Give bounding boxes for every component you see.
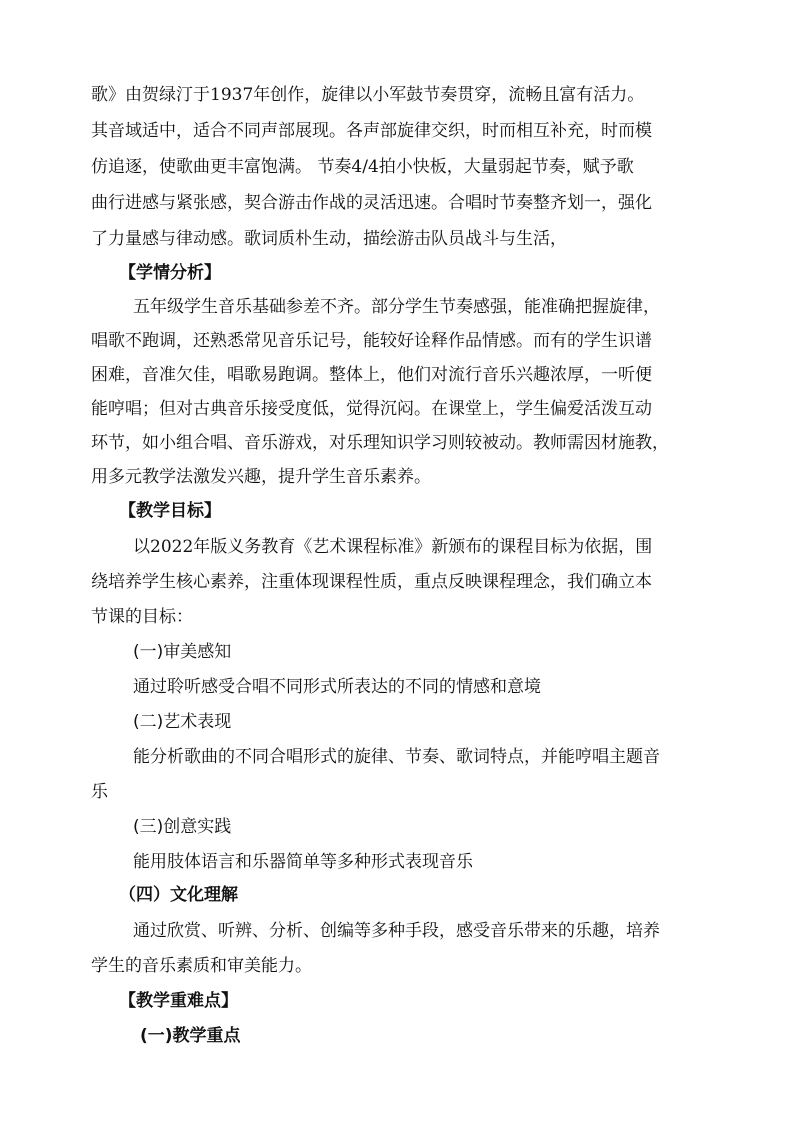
objective-culture-title: （四）文化理解 [119, 885, 238, 905]
objectives-line-2: 绕培养学生核心素养，注重体现课程性质，重点反映课程理念，我们确立本 [91, 572, 652, 592]
objective-expression-text-2: 乐 [91, 782, 108, 802]
learner-line-2: 唱歌不跑调，还熟悉常见音乐记号，能较好诠释作品情感。而有的学生识谱 [91, 331, 652, 351]
objective-aesthetic-text: 通过聆听感受合唱不同形式所表达的不同的情感和意境 [133, 677, 541, 697]
intro-line-1: 歌》由贺绿汀于1937年创作，旋律以小军鼓节奏贯穿，流畅且富有活力。 [91, 85, 645, 105]
objective-expression-title: (二)艺术表现 [133, 712, 232, 732]
objectives-heading: 【教学目标】 [119, 501, 221, 521]
intro-line-3: 仿追逐，使歌曲更丰富饱满。 节奏4/4拍小快板，大量弱起节奏，赋予歌 [91, 157, 634, 177]
learner-line-6: 用多元教学法激发兴趣，提升学生音乐素养。 [91, 467, 431, 487]
intro-line-2: 其音域适中，适合不同声部展现。各声部旋律交织，时而相互补充，时而模 [91, 121, 652, 141]
learner-line-4: 能哼唱；但对古典音乐接受度低，觉得沉闷。在课堂上，学生偏爱活泼互动 [91, 399, 652, 419]
intro-line-5: 了力量感与律动感。歌词质朴生动，描绘游击队员战斗与生活， [91, 229, 567, 249]
objective-expression-text-1: 能分析歌曲的不同合唱形式的旋律、节奏、歌词特点，并能哼唱主题音 [133, 747, 660, 767]
intro-line-4: 曲行进感与紧张感，契合游击作战的灵活迅速。合唱时节奏整齐划一，强化 [91, 193, 652, 213]
keypoints-heading: 【教学重难点】 [119, 991, 238, 1011]
learner-line-1: 五年级学生音乐基础参差不齐。部分学生节奏感强，能准确把握旋律， [133, 297, 660, 317]
keypoints-first-title: (一)教学重点 [140, 1026, 241, 1046]
objectives-line-3: 节课的目标： [91, 607, 193, 627]
objective-culture-text-2: 学生的音乐素质和审美能力。 [91, 956, 312, 976]
learner-analysis-heading: 【学情分析】 [119, 263, 221, 283]
learner-line-5: 环节，如小组合唱、音乐游戏，对乐理知识学习则较被动。教师需因材施教， [91, 433, 669, 453]
objectives-line-1: 以2022年版义务教育《艺术课程标准》新颁布的课程目标为依据，围 [133, 537, 653, 557]
objective-aesthetic-title: (一)审美感知 [133, 642, 232, 662]
objective-practice-text: 能用肢体语言和乐器简单等多种形式表现音乐 [133, 852, 473, 872]
learner-line-3: 困难，音准欠佳，唱歌易跑调。整体上，他们对流行音乐兴趣浓厚，一听便 [91, 365, 652, 385]
objective-culture-text-1: 通过欣赏、听辨、分析、创编等多种手段，感受音乐带来的乐趣，培养 [133, 921, 660, 941]
objective-practice-title: (三)创意实践 [133, 817, 232, 837]
